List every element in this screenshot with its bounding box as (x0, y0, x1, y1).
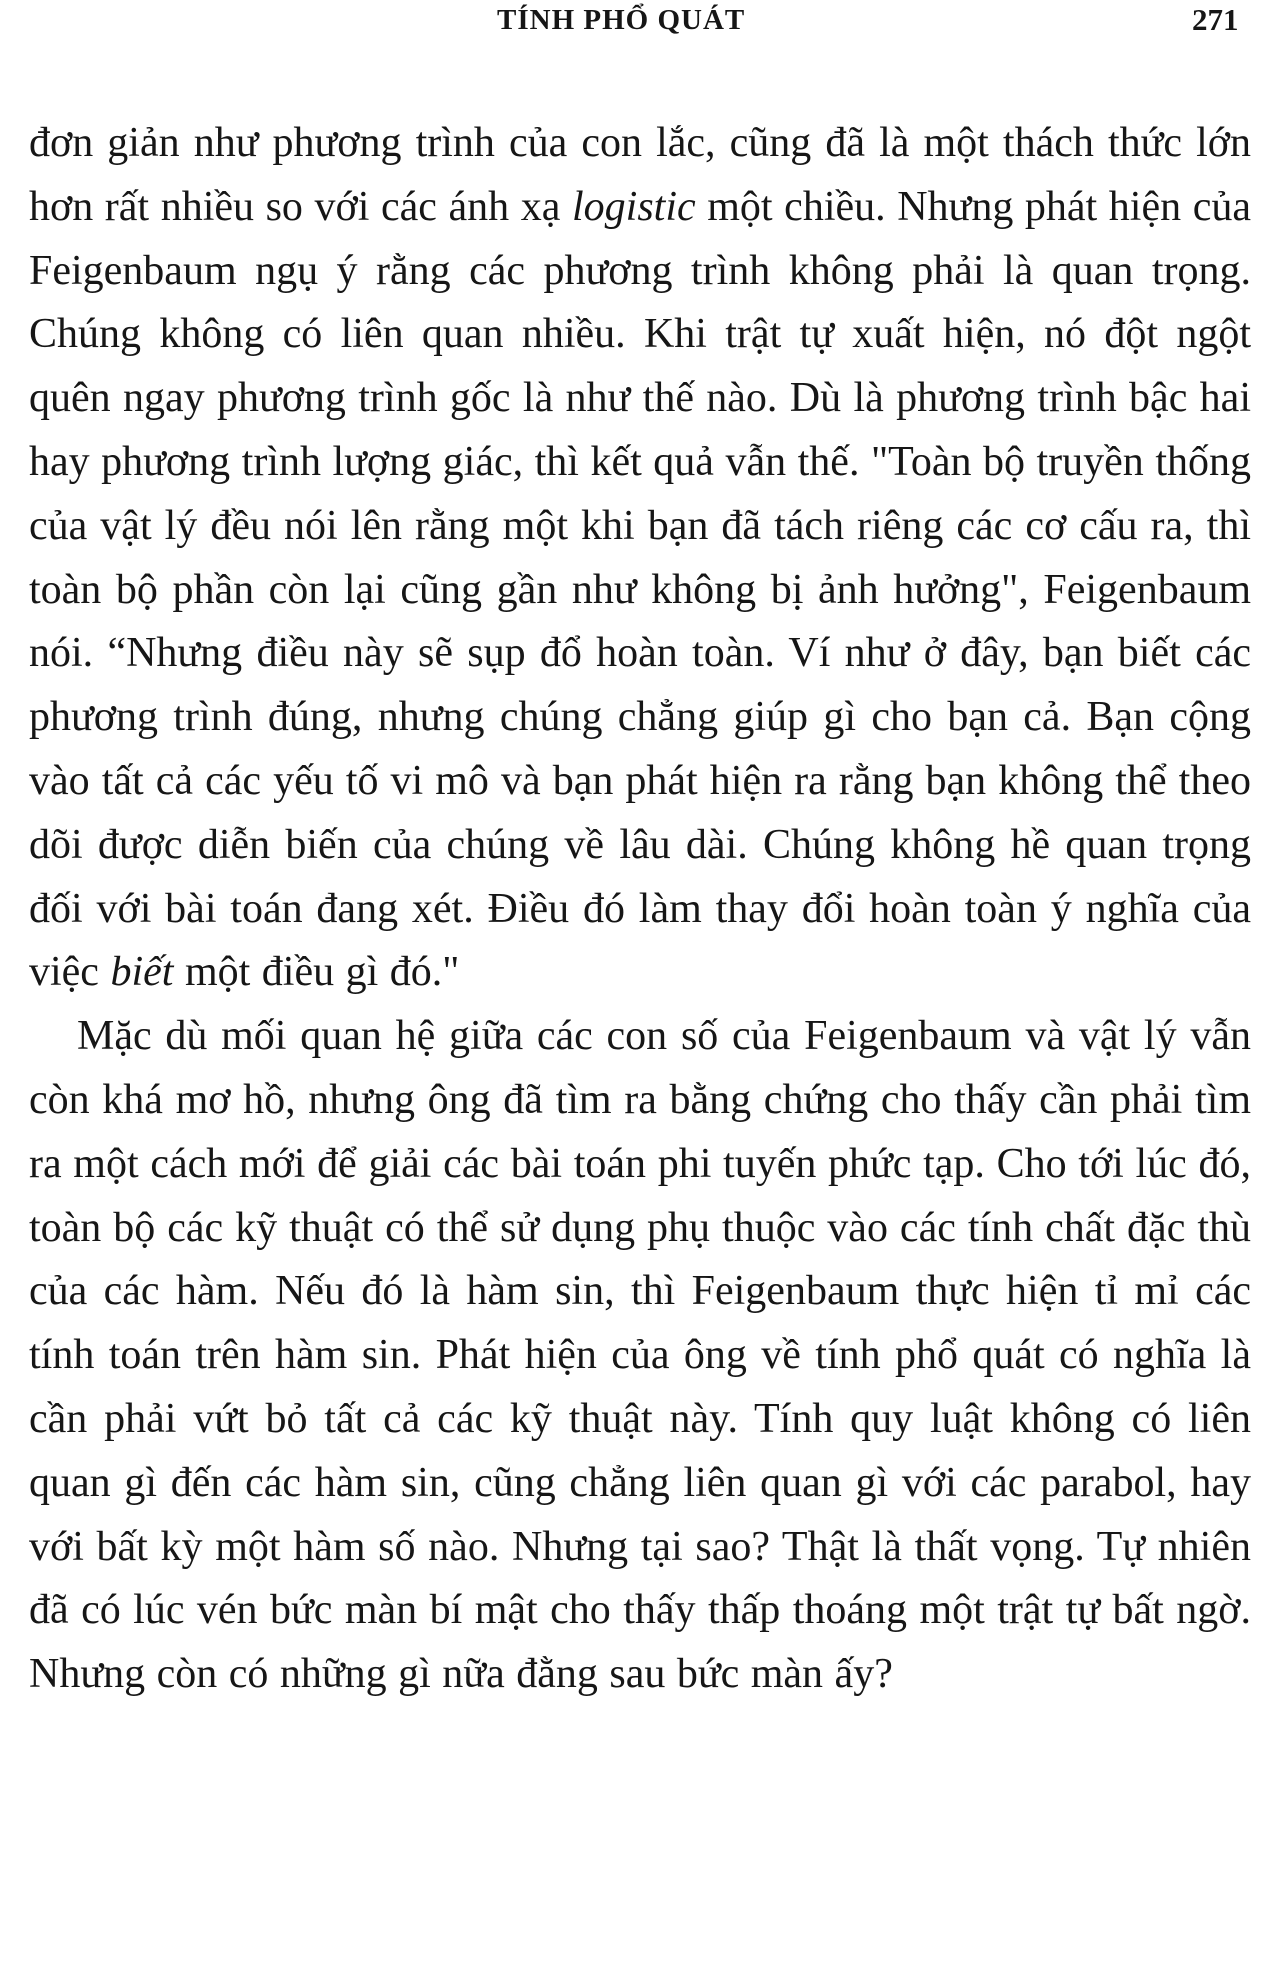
italic-term: logistic (571, 183, 696, 230)
text-segment: một điều gì đó." (173, 949, 460, 996)
text-segment: Mặc dù mối quan hệ giữa các con số của Feigenbaum và vật lý vẫn còn khá mơ hồ, nhưng ông đã tìm ra bằng chứng cho thấy cần phải tìm ra một cách mới để giải các bài toán phi tuyến phức tạp. Cho tới lúc đó, toàn bộ các kỹ thuật có thể sử dụng phụ thuộc vào các tính chất đặc thù của các hàm. Nếu đó là hàm sin, thì Feigenbaum thực hiện tỉ mỉ các tính toán trên hàm sin. Phát hiện của ông về tính phổ quát có nghĩa là cần phải vứt bỏ tất cả các kỹ thuật này. Tính quy luật không có liên quan gì đến các hàm sin, cũng chẳng liên quan gì với các parabol, hay với bất kỳ một hàm số nào. Nhưng tại sao? Thật là thất vọng. Tự nhiên đã có lúc vén bức màn bí mật cho thấy thấp thoáng một trật tự bất ngờ. Nhưng còn có những gì nữa đằng sau bức màn ấy? (29, 1013, 1251, 1698)
italic-term: biết (110, 949, 174, 996)
text-segment: một chiều. Nhưng phát hiện của Feigenbaum ngụ ý rằng các phương trình không phải là quan trọng. Chúng không có liên quan nhiều. Khi trật tự xuất hiện, nó đột ngột quên ngay phương trình gốc là như thế nào. Dù là phương trình bậc hai hay phương trình lượng giác, thì kết quả vẫn thế. "Toàn bộ truyền thống của vật lý đều nói lên rằng một khi bạn đã tách riêng các cơ cấu ra, thì toàn bộ phần còn lại cũng gần như không bị ảnh hưởng", Feigenbaum nói. “Nhưng điều này sẽ sụp đổ hoàn toàn. Ví như ở đây, bạn biết các phương trình đúng, nhưng chúng chẳng giúp gì cho bạn cả. Bạn cộng vào tất cả các yếu tố vi mô và bạn phát hiện ra rằng bạn không thể theo dõi được diễn biến của chúng về lâu dài. Chúng không hề quan trọng đối với bài toán đang xét. Điều đó làm thay đổi hoàn toàn ý nghĩa của việc (29, 183, 1251, 996)
paragraph (29, 112, 1251, 1005)
body-text (29, 112, 1251, 1707)
page-number: 271 (1192, 2, 1239, 37)
page-header (0, 0, 1280, 44)
running-title: TÍNH PHỔ QUÁT (497, 4, 746, 36)
text-segment: đơn giản như phương trình của con lắc, cũng đã là một thách thức lớn hơn rất nhiều so với các ánh xạ (29, 120, 1251, 230)
paragraph (29, 1005, 1251, 1707)
